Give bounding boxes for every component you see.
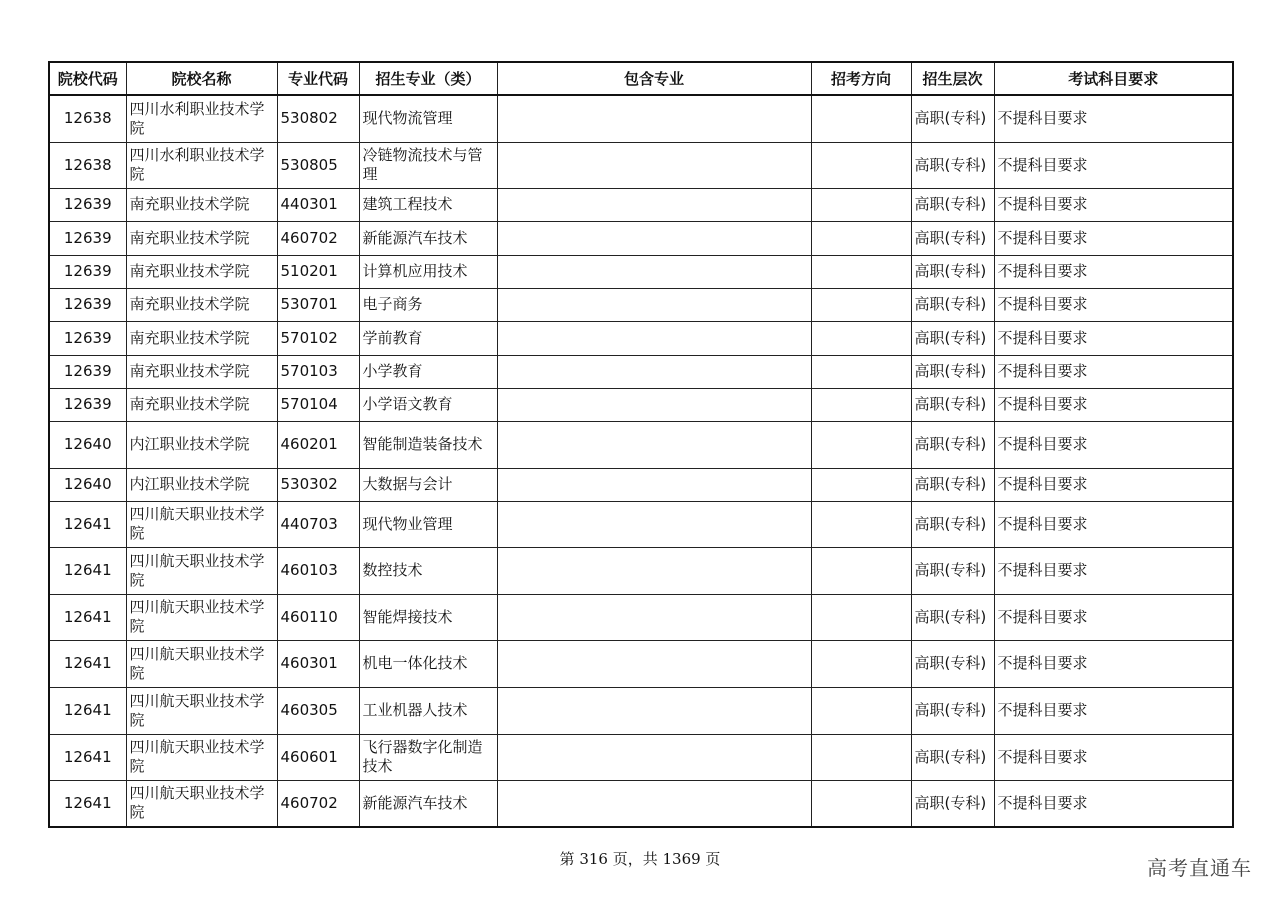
cell-major: 电子商务 (359, 288, 497, 321)
cell-level: 高职(专科) (911, 321, 994, 355)
cell-school-name: 南充职业技术学院 (126, 288, 277, 321)
cell-included-majors (497, 501, 811, 547)
watermark: 高考直通车 (1147, 856, 1252, 880)
cell-level: 高职(专科) (911, 734, 994, 780)
cell-direction (811, 188, 911, 221)
cell-school-name: 四川水利职业技术学院 (126, 95, 277, 142)
table-row (49, 142, 1233, 188)
cell-major-code: 530302 (277, 468, 359, 501)
cell-school-name: 南充职业技术学院 (126, 188, 277, 221)
cell-level: 高职(专科) (911, 421, 994, 468)
cell-included-majors (497, 288, 811, 321)
cell-direction (811, 321, 911, 355)
cell-major-code: 460305 (277, 687, 359, 734)
cell-direction (811, 640, 911, 687)
cell-major-code: 530802 (277, 95, 359, 142)
table-row (49, 501, 1233, 547)
cell-school-code: 12639 (49, 188, 126, 221)
cell-direction (811, 594, 911, 640)
table-row (49, 594, 1233, 640)
cell-level: 高职(专科) (911, 288, 994, 321)
cell-school-code: 12641 (49, 501, 126, 547)
cell-included-majors (497, 388, 811, 421)
cell-exam-requirements: 不提科目要求 (994, 95, 1233, 142)
table-row (49, 255, 1233, 288)
cell-school-name: 四川航天职业技术学院 (126, 734, 277, 780)
cell-major: 新能源汽车技术 (359, 780, 497, 827)
cell-school-code: 12640 (49, 421, 126, 468)
cell-major-code: 440301 (277, 188, 359, 221)
cell-included-majors (497, 188, 811, 221)
cell-major: 建筑工程技术 (359, 188, 497, 221)
cell-school-name: 内江职业技术学院 (126, 421, 277, 468)
cell-major: 计算机应用技术 (359, 255, 497, 288)
cell-included-majors (497, 255, 811, 288)
cell-major: 大数据与会计 (359, 468, 497, 501)
cell-direction (811, 95, 911, 142)
table-row (49, 321, 1233, 355)
cell-level: 高职(专科) (911, 640, 994, 687)
cell-included-majors (497, 468, 811, 501)
cell-exam-requirements: 不提科目要求 (994, 547, 1233, 594)
cell-major: 飞行器数字化制造技术 (359, 734, 497, 780)
cell-exam-requirements: 不提科目要求 (994, 188, 1233, 221)
cell-included-majors (497, 780, 811, 827)
cell-major-code: 460301 (277, 640, 359, 687)
cell-exam-requirements: 不提科目要求 (994, 501, 1233, 547)
cell-school-code: 12641 (49, 780, 126, 827)
cell-exam-requirements: 不提科目要求 (994, 388, 1233, 421)
cell-level: 高职(专科) (911, 255, 994, 288)
cell-direction (811, 142, 911, 188)
table-row (49, 355, 1233, 388)
cell-major-code: 570104 (277, 388, 359, 421)
cell-school-code: 12638 (49, 95, 126, 142)
cell-major: 现代物业管理 (359, 501, 497, 547)
header-direction: 招考方向 (811, 62, 911, 95)
cell-exam-requirements: 不提科目要求 (994, 780, 1233, 827)
cell-school-code: 12641 (49, 594, 126, 640)
header-school-name: 院校名称 (126, 62, 277, 95)
header-school-code: 院校代码 (49, 62, 126, 95)
table-row (49, 734, 1233, 780)
cell-exam-requirements: 不提科目要求 (994, 255, 1233, 288)
cell-school-name: 四川航天职业技术学院 (126, 640, 277, 687)
cell-level: 高职(专科) (911, 687, 994, 734)
cell-included-majors (497, 547, 811, 594)
cell-school-name: 四川航天职业技术学院 (126, 780, 277, 827)
cell-included-majors (497, 95, 811, 142)
table-row (49, 421, 1233, 468)
cell-direction (811, 221, 911, 255)
cell-level: 高职(专科) (911, 388, 994, 421)
cell-level: 高职(专科) (911, 355, 994, 388)
header-major: 招生专业（类） (359, 62, 497, 95)
cell-exam-requirements: 不提科目要求 (994, 687, 1233, 734)
cell-school-name: 四川航天职业技术学院 (126, 501, 277, 547)
cell-major-code: 530805 (277, 142, 359, 188)
cell-exam-requirements: 不提科目要求 (994, 421, 1233, 468)
admissions-table (48, 61, 1234, 828)
cell-level: 高职(专科) (911, 594, 994, 640)
cell-school-code: 12639 (49, 221, 126, 255)
cell-included-majors (497, 734, 811, 780)
table-row (49, 288, 1233, 321)
cell-direction (811, 734, 911, 780)
cell-school-code: 12641 (49, 547, 126, 594)
cell-included-majors (497, 355, 811, 388)
cell-major: 智能制造装备技术 (359, 421, 497, 468)
cell-included-majors (497, 640, 811, 687)
header-included-majors: 包含专业 (497, 62, 811, 95)
cell-exam-requirements: 不提科目要求 (994, 142, 1233, 188)
table-row (49, 547, 1233, 594)
cell-school-name: 四川航天职业技术学院 (126, 687, 277, 734)
cell-school-name: 四川航天职业技术学院 (126, 547, 277, 594)
cell-major-code: 570102 (277, 321, 359, 355)
cell-direction (811, 355, 911, 388)
cell-major: 工业机器人技术 (359, 687, 497, 734)
table-row (49, 388, 1233, 421)
cell-school-code: 12641 (49, 640, 126, 687)
cell-exam-requirements: 不提科目要求 (994, 734, 1233, 780)
cell-school-name: 四川航天职业技术学院 (126, 594, 277, 640)
cell-major: 现代物流管理 (359, 95, 497, 142)
cell-major: 小学教育 (359, 355, 497, 388)
cell-major: 学前教育 (359, 321, 497, 355)
cell-major: 机电一体化技术 (359, 640, 497, 687)
cell-level: 高职(专科) (911, 142, 994, 188)
cell-school-code: 12639 (49, 321, 126, 355)
cell-direction (811, 288, 911, 321)
page-number: 第 316 页，共 1369 页 (559, 850, 721, 868)
cell-school-name: 南充职业技术学院 (126, 221, 277, 255)
cell-school-code: 12639 (49, 388, 126, 421)
cell-included-majors (497, 421, 811, 468)
cell-level: 高职(专科) (911, 780, 994, 827)
cell-level: 高职(专科) (911, 547, 994, 594)
cell-school-name: 南充职业技术学院 (126, 388, 277, 421)
cell-exam-requirements: 不提科目要求 (994, 468, 1233, 501)
table-row (49, 640, 1233, 687)
cell-direction (811, 421, 911, 468)
cell-direction (811, 780, 911, 827)
cell-school-code: 12638 (49, 142, 126, 188)
cell-major: 冷链物流技术与管理 (359, 142, 497, 188)
cell-exam-requirements: 不提科目要求 (994, 594, 1233, 640)
cell-direction (811, 547, 911, 594)
cell-level: 高职(专科) (911, 188, 994, 221)
cell-school-name: 南充职业技术学院 (126, 321, 277, 355)
cell-included-majors (497, 221, 811, 255)
cell-major: 智能焊接技术 (359, 594, 497, 640)
cell-major-code: 460702 (277, 221, 359, 255)
cell-school-code: 12641 (49, 687, 126, 734)
header-exam-requirements: 考试科目要求 (994, 62, 1233, 95)
cell-direction (811, 255, 911, 288)
cell-major-code: 460103 (277, 547, 359, 594)
cell-included-majors (497, 687, 811, 734)
cell-exam-requirements: 不提科目要求 (994, 640, 1233, 687)
cell-school-name: 内江职业技术学院 (126, 468, 277, 501)
cell-included-majors (497, 142, 811, 188)
cell-school-code: 12641 (49, 734, 126, 780)
cell-school-code: 12640 (49, 468, 126, 501)
table-row (49, 468, 1233, 501)
table-row (49, 687, 1233, 734)
cell-major-code: 460702 (277, 780, 359, 827)
cell-major-code: 460601 (277, 734, 359, 780)
cell-direction (811, 388, 911, 421)
cell-school-code: 12639 (49, 255, 126, 288)
cell-major-code: 510201 (277, 255, 359, 288)
table-body (49, 95, 1233, 827)
header-level: 招生层次 (911, 62, 994, 95)
cell-school-name: 四川水利职业技术学院 (126, 142, 277, 188)
cell-major-code: 460201 (277, 421, 359, 468)
cell-major: 新能源汽车技术 (359, 221, 497, 255)
cell-direction (811, 468, 911, 501)
header-row (49, 62, 1233, 95)
cell-exam-requirements: 不提科目要求 (994, 355, 1233, 388)
table-row (49, 95, 1233, 142)
cell-major-code: 570103 (277, 355, 359, 388)
cell-level: 高职(专科) (911, 468, 994, 501)
cell-included-majors (497, 594, 811, 640)
header-major-code: 专业代码 (277, 62, 359, 95)
cell-major: 数控技术 (359, 547, 497, 594)
cell-major-code: 440703 (277, 501, 359, 547)
cell-major: 小学语文教育 (359, 388, 497, 421)
table-row (49, 780, 1233, 827)
cell-major-code: 530701 (277, 288, 359, 321)
cell-direction (811, 687, 911, 734)
cell-school-code: 12639 (49, 288, 126, 321)
cell-level: 高职(专科) (911, 95, 994, 142)
cell-included-majors (497, 321, 811, 355)
cell-level: 高职(专科) (911, 221, 994, 255)
cell-school-code: 12639 (49, 355, 126, 388)
cell-exam-requirements: 不提科目要求 (994, 288, 1233, 321)
cell-level: 高职(专科) (911, 501, 994, 547)
cell-direction (811, 501, 911, 547)
cell-school-name: 南充职业技术学院 (126, 255, 277, 288)
cell-exam-requirements: 不提科目要求 (994, 221, 1233, 255)
table-row (49, 221, 1233, 255)
cell-school-name: 南充职业技术学院 (126, 355, 277, 388)
cell-exam-requirements: 不提科目要求 (994, 321, 1233, 355)
table-row (49, 188, 1233, 221)
cell-major-code: 460110 (277, 594, 359, 640)
